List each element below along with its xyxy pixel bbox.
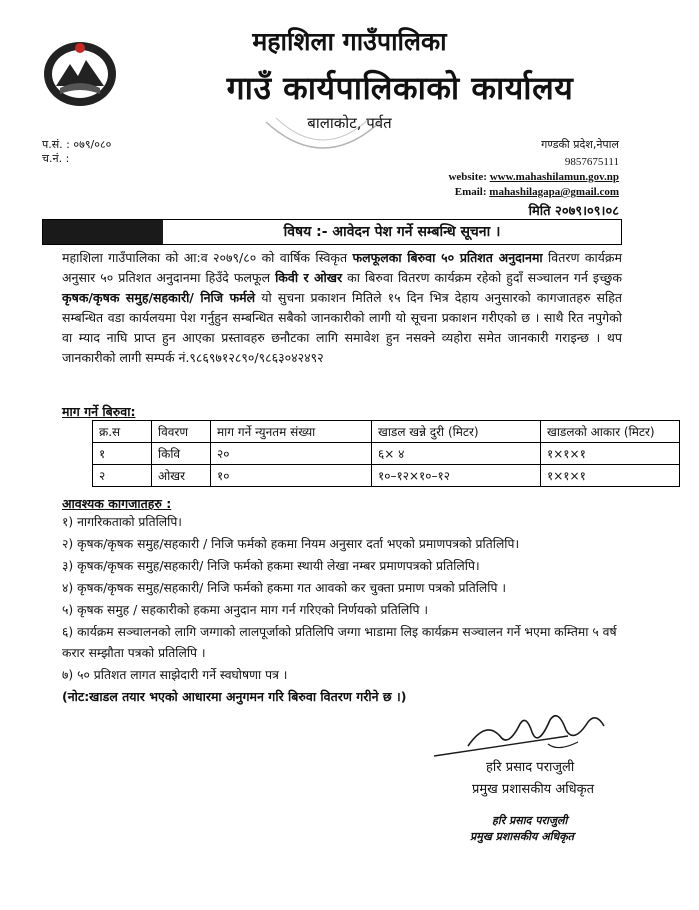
documents-heading: आवश्यक कागजातहरु : (62, 496, 172, 511)
email-link[interactable]: mahashilagapa@gmail.com (489, 186, 619, 198)
list-item: १) नागरिकताको प्रतिलिपि। (62, 515, 182, 529)
column-header: क्र.स (93, 421, 152, 443)
table-row (93, 443, 680, 465)
municipality-name: महाशिला गाउँपालिका (252, 27, 447, 56)
table-heading: माग गर्ने बिरुवा: (62, 404, 136, 419)
table-cell: ओखर (152, 465, 211, 487)
subject-banner (42, 219, 622, 245)
table-cell: १×१×१ (541, 443, 680, 465)
body-text-3: का बिरुवा वितरण कार्यक्रम रहेको हुदाँ सञ्चालन गर्न इच्छुक (342, 270, 623, 285)
list-item: ४) कृषक/कृषक समुह/सहकारी/ निजि फर्मको हकमा गत आवको कर चुक्ता प्रमाण पत्रको प्रतिलिपि । (62, 581, 507, 595)
documents-list (62, 512, 637, 687)
office-address: बालाकोट, पर्वत (307, 114, 392, 132)
body-text-2: वितरण कार्यक्रम अनुसार ५० प्रतिशत अनुदानमा हिउँदे फलफूल (62, 250, 623, 285)
column-header: खाडलको आकार (मिटर) (541, 421, 680, 443)
notice-body (62, 248, 622, 368)
email-label: Email: (454, 186, 487, 198)
table-cell: १० (211, 465, 372, 487)
table-cell: ६× ४ (372, 443, 541, 465)
note-text: (नोट:खाडल तयार भएको आधारमा अनुगमन गरि बिरुवा वितरण गरीने छ ।) (62, 689, 407, 704)
table-header-row (93, 421, 680, 443)
table-cell: २० (211, 443, 372, 465)
list-item: २) कृषक/कृषक समुह/सहकारी / निजि फर्मको हकमा नियम अनुसार दर्ता भएको प्रमाणपत्रको प्रतिलिपि। (62, 537, 520, 551)
list-item: ३) कृषक/कृषक समुह/सहकारी/ निजि फर्मको हकमा स्थायी लेखा नम्बर प्रमाणपत्रको प्रतिलिपि। (62, 559, 480, 573)
column-header: माग गर्ने न्युनतम संख्या (211, 421, 372, 443)
phone-number: 9857675111 (564, 156, 619, 168)
body-text-4: यो सुचना प्रकाशन मितिले १५ दिन भित्र देहाय अनुसारको कागजातहरु सहित सम्बन्धित वडा कार्यलयमा पेश गर्नुहुन सम्बन्धित सबैको जानकारीको लागी यो सूचना प्रकाशन गरीएको छ । साथै रित नपुगेको वा म्याद नाघि प्राप्त हुन आएका प्रस्तावहरु छनौटका लागि समावेश हुन नसक्ने व्यहोरा समेत जानकारी गराइन्छ । थप जानकारीको लागी सम्पर्क नं.९८६९७१२८९०/९८६३०४२४९२ (62, 290, 622, 365)
notice-date: मिति २०७९।०९।०८ (528, 204, 619, 219)
province-name: गण्डकी प्रदेश,नेपाल (541, 138, 619, 151)
office-seal-stamp (258, 112, 388, 170)
table-cell: १०–१२×१०–१२ (372, 465, 541, 487)
handwritten-signature (428, 700, 628, 760)
body-bold-1: फलफूलका बिरुवा ५० प्रतिशत अनुदानमा (352, 250, 543, 265)
column-header: खाडल खन्ने दुरी (मिटर) (372, 421, 541, 443)
body-text-1: महाशिला गाउँपालिका को आ:व २०७९/८० को वार्षिक स्विकृत (62, 250, 353, 265)
signer-title: प्रमुख प्रशासकीय अधिकृत (472, 782, 595, 797)
body-bold-2: किवी र ओखर (275, 270, 343, 285)
table-cell: २ (93, 465, 152, 487)
website-label: website: (448, 171, 487, 183)
reference-number: प.सं. : ०७९/०८० (42, 138, 112, 151)
dispatch-number: च.नं. : (42, 152, 70, 165)
table-row (93, 465, 680, 487)
table-cell: किवि (152, 443, 211, 465)
body-bold-3: कृषक/कृषक समुह/सहकारी/ निजि फर्मले (62, 290, 256, 305)
table-cell: १×१×१ (541, 465, 680, 487)
list-item: ६) कार्यक्रम सञ्चालनको लागि जग्गाको लालपूर्जाको प्रतिलिपि जग्गा भाडामा लिइ कार्यक्रम सञ्चालन गर्ने भएमा कम्तिमा ५ वर्ष करार सम्झौता पत्रको प्रतिलिपि । (62, 625, 617, 660)
list-item: ५) कृषक समुह / सहकारीको हकमा अनुदान माग गर्न गरिएको निर्णयको प्रतिलिपि । (62, 603, 428, 617)
website-link[interactable]: www.mahashilamun.gov.np (489, 171, 619, 183)
column-header: विवरण (152, 421, 211, 443)
stamp-name: हरि प्रसाद पराजुली (492, 814, 568, 827)
list-item: ७) ५० प्रतिशत लागत साझेदारी गर्ने स्वघोषणा पत्र । (62, 668, 288, 682)
table-cell: १ (93, 443, 152, 465)
signer-name: हरि प्रसाद पराजुली (486, 760, 575, 775)
email-row (455, 186, 619, 198)
seedlings-table (92, 420, 680, 487)
subject-banner-dark-block (43, 220, 163, 244)
office-name: गाउँ कार्यपालिकाको कार्यालय (226, 69, 574, 107)
stamp-title: प्रमुख प्रशासकीय अधिकृत (470, 830, 574, 843)
website-row (448, 171, 619, 183)
subject-title: विषय :- आवेदन पेश गर्ने सम्बन्धि सूचना । (283, 224, 501, 240)
